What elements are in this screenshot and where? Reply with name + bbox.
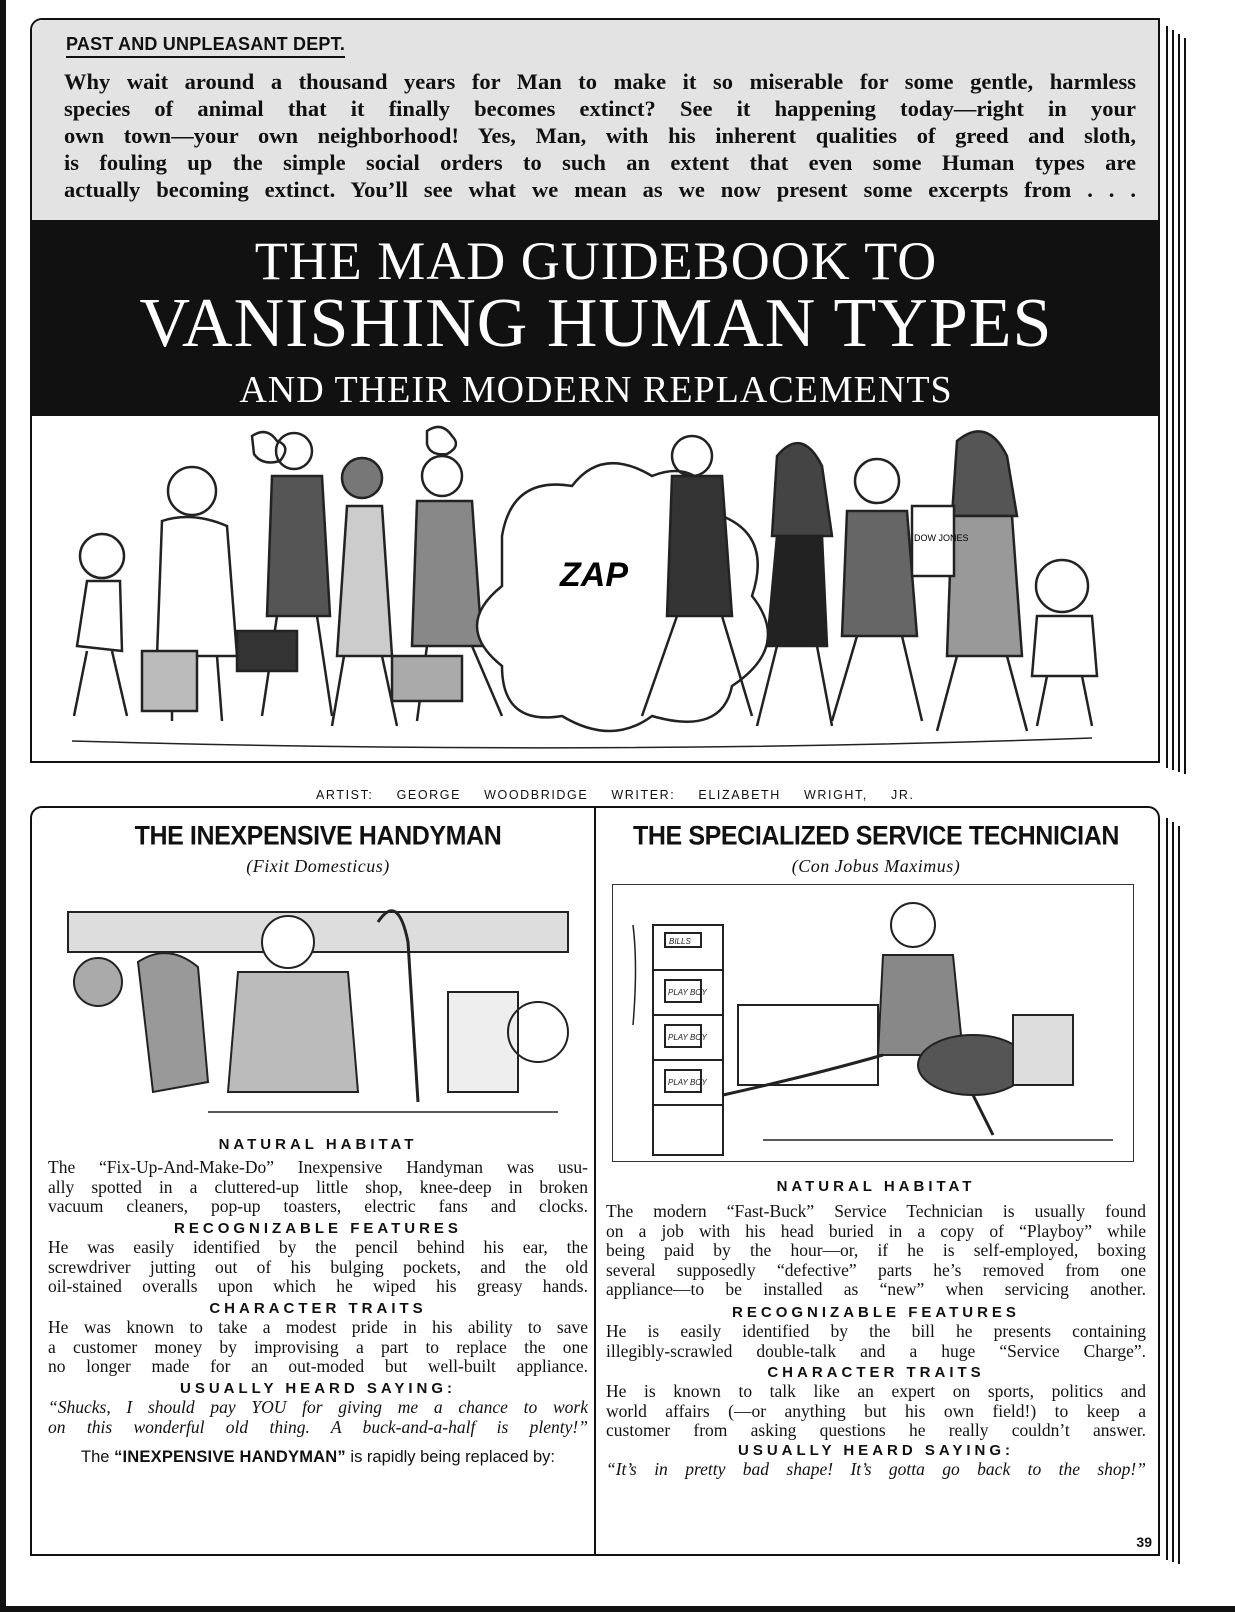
replaced-name: “INEXPENSIVE HANDYMAN” xyxy=(114,1448,346,1466)
right-title: THE SPECIALIZED SERVICE TECHNICIAN xyxy=(633,820,1119,852)
column-divider xyxy=(594,808,596,1556)
right-traits-heading: CHARACTER TRAITS xyxy=(767,1364,985,1381)
left-saying-text xyxy=(48,1398,588,1437)
page-stack-edge xyxy=(1170,822,1174,1562)
left-traits-text xyxy=(48,1318,588,1377)
text-line: no longer made for an out-moded but well-built appliance. xyxy=(48,1356,588,1376)
page-number: 39 xyxy=(1136,1534,1152,1550)
text-line: He was easily identified by the pencil behind his ear, the xyxy=(48,1237,588,1257)
technician-illustration xyxy=(612,884,1134,1162)
text-line: several supposedly “defective” parts he’s removed from one xyxy=(606,1259,1146,1280)
page-stack-edge xyxy=(1170,30,1174,770)
header-page xyxy=(30,18,1160,763)
text-line: “It’s in pretty bad shape! It’s gotta go back to the shop!” xyxy=(606,1459,1146,1479)
right-features-heading: RECOGNIZABLE FEATURES xyxy=(732,1304,1020,1321)
text-line: He is easily identified by the bill he presents containing xyxy=(606,1321,1146,1341)
page-stack-edge xyxy=(1164,818,1168,1560)
text-line: on this wonderful old thing. A buck-and-a-half is plenty!” xyxy=(48,1416,588,1437)
text-line: world affairs (—or anything but his own field!) to keep a xyxy=(606,1400,1146,1421)
intro-paragraph xyxy=(64,68,1136,203)
left-traits-heading: CHARACTER TRAITS xyxy=(209,1300,427,1317)
intro-line: Why wait around a thousand years for Man to make it so miserable for some gentle, harmless xyxy=(64,69,1136,94)
text-line: He is known to talk like an expert on sports, politics and xyxy=(606,1381,1146,1401)
left-habitat-heading: NATURAL HABITAT xyxy=(218,1136,418,1153)
page-stack-edge xyxy=(1164,26,1168,768)
page-stack-edge xyxy=(1182,38,1186,774)
right-habitat-heading: NATURAL HABITAT xyxy=(776,1178,976,1195)
header-panel xyxy=(30,18,1190,770)
intro-line: actually becoming extinct. You’ll see what we mean as we now present some excerpts from . . . xyxy=(64,177,1136,202)
text-line: being paid by the hour—or, if he is self-employed, boxing xyxy=(606,1240,1146,1260)
content-page xyxy=(30,806,1160,1556)
title-banner xyxy=(32,220,1160,416)
text-line: The modern “Fast-Buck” Service Technician is usually found xyxy=(606,1201,1146,1221)
drawer-label: PLAY BOY xyxy=(668,1033,707,1042)
dow-jones-sign: DOW JONES xyxy=(914,533,969,543)
text-line: oil-stained overalls upon which he wiped his greasy hands. xyxy=(48,1276,588,1296)
replaced-prefix: The xyxy=(81,1448,115,1466)
text-line: “Shucks, I should pay YOU for giving me a chance to work xyxy=(48,1397,588,1417)
left-habitat-text xyxy=(48,1158,588,1217)
left-features-text xyxy=(48,1238,588,1297)
right-features-text xyxy=(606,1322,1146,1361)
replaced-suffix: is rapidly being replaced by: xyxy=(345,1448,555,1466)
text-line: He was known to take a modest pride in his ability to save xyxy=(48,1317,588,1337)
left-features-heading: RECOGNIZABLE FEATURES xyxy=(174,1220,462,1237)
page-stack-edge xyxy=(1176,826,1180,1564)
title-line-1: THE MAD GUIDEBOOK TO xyxy=(254,231,938,291)
replaced-by-line xyxy=(48,1448,588,1467)
department-label: PAST AND UNPLEASANT DEPT. xyxy=(66,34,345,58)
left-subtitle: (Fixit Domesticus) xyxy=(246,856,390,876)
intro-line: species of animal that it finally becomes extinct? See it happening today—right in your xyxy=(64,96,1136,121)
content-panel xyxy=(30,806,1190,1568)
intro-line: is fouling up the simple social orders to such an extent that even some Human types are xyxy=(64,150,1136,175)
text-line: screwdriver jutting out of his bulging pockets, and the old xyxy=(48,1256,588,1277)
intro-line: own town—your own neighborhood! Yes, Man, with his inherent qualities of greed and sloth, xyxy=(64,123,1136,148)
text-line: on a job with his head buried in a copy of “Playboy” while xyxy=(606,1220,1146,1241)
right-habitat-text xyxy=(606,1202,1146,1300)
credits: ARTIST: GEORGE WOODBRIDGE WRITER: ELIZABETH WRIGHT, JR. xyxy=(316,788,915,802)
right-traits-text xyxy=(606,1382,1146,1441)
drawer-label: PLAY BOY xyxy=(668,988,707,997)
text-line: appliance—to be installed as “new” when servicing another. xyxy=(606,1279,1146,1299)
intro-box xyxy=(32,20,1160,220)
text-line: a customer money by improvising a part to replace the one xyxy=(48,1336,588,1357)
title-line-3: AND THEIR MODERN REPLACEMENTS xyxy=(239,369,953,411)
text-line: customer from asking questions he really couldn’t answer. xyxy=(606,1420,1146,1440)
right-saying-heading: USUALLY HEARD SAYING: xyxy=(738,1442,1014,1459)
text-line: The “Fix-Up-And-Make-Do” Inexpensive Handyman was usu- xyxy=(48,1157,588,1177)
title-line-2: VANISHING HUMAN TYPES xyxy=(139,285,1053,362)
drawer-label: BILLS xyxy=(669,937,691,946)
text-line: illegibly-scrawled double-talk and a huge “Service Charge”. xyxy=(606,1340,1146,1361)
text-line: vacuum cleaners, pop-up toasters, electric fans and clocks. xyxy=(48,1196,588,1216)
left-title: THE INEXPENSIVE HANDYMAN xyxy=(134,820,502,852)
drawer-label: PLAY BOY xyxy=(668,1078,707,1087)
handyman-illustration xyxy=(58,882,578,1122)
left-saying-heading: USUALLY HEARD SAYING: xyxy=(180,1380,456,1397)
parade-illustration xyxy=(32,416,1160,763)
right-subtitle: (Con Jobus Maximus) xyxy=(791,856,961,876)
page-stack-edge xyxy=(1176,34,1180,772)
right-saying-text xyxy=(606,1460,1146,1480)
text-line: ally spotted in a cluttered-up little shop, knee-deep in broken xyxy=(48,1176,588,1197)
zap-sound: ZAP xyxy=(560,556,628,594)
